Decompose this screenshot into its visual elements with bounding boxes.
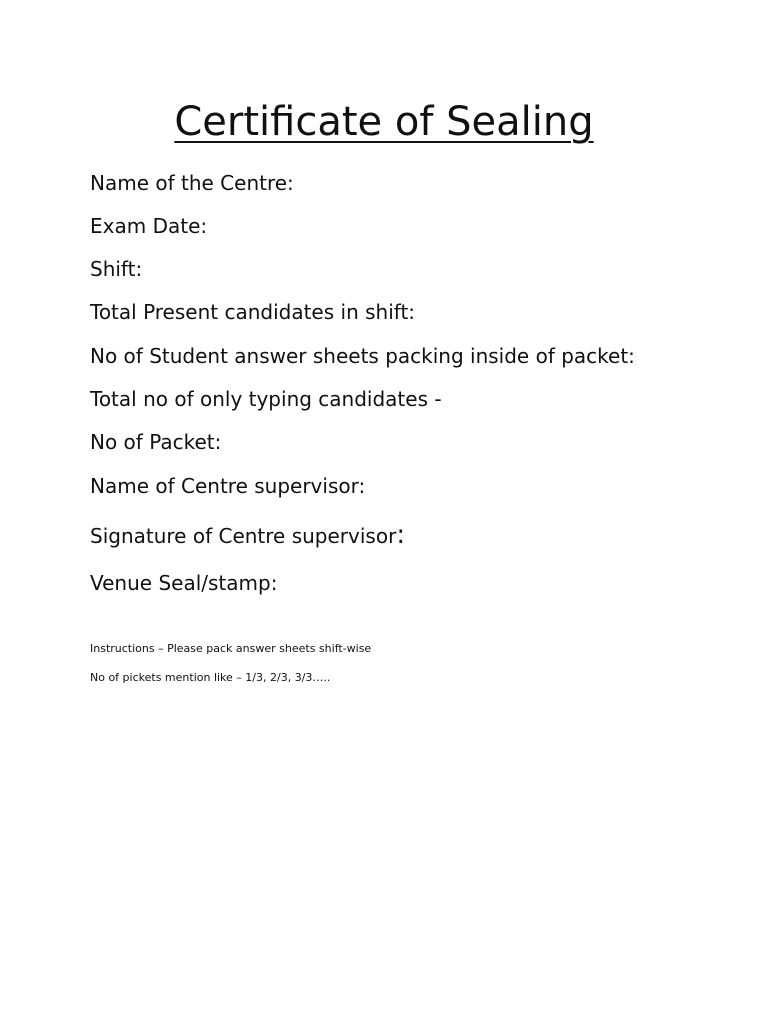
field-supervisor-name: Name of Centre supervisor: bbox=[90, 474, 366, 498]
field-supervisor-signature bbox=[90, 521, 405, 550]
field-typing-candidates: Total no of only typing candidates - bbox=[90, 387, 442, 411]
instruction-line-1: Instructions – Please pack answer sheets shift-wise bbox=[90, 642, 372, 655]
field-supervisor-signature-label: Signature of Centre supervisor bbox=[90, 524, 397, 548]
field-venue-seal: Venue Seal/stamp: bbox=[90, 571, 278, 595]
field-exam-date: Exam Date: bbox=[90, 214, 208, 238]
field-shift: Shift: bbox=[90, 257, 143, 281]
page-title bbox=[0, 96, 768, 148]
signature-colon: : bbox=[396, 520, 406, 550]
page-title-text: Certificate of Sealing bbox=[174, 99, 594, 145]
field-total-present: Total Present candidates in shift: bbox=[90, 300, 416, 324]
instruction-line-2: No of pickets mention like – 1/3, 2/3, 3/3….. bbox=[90, 671, 331, 684]
field-packet-count: No of Packet: bbox=[90, 430, 222, 454]
field-centre-name: Name of the Centre: bbox=[90, 171, 294, 195]
field-answer-sheets-count: No of Student answer sheets packing inside of packet: bbox=[90, 344, 635, 368]
